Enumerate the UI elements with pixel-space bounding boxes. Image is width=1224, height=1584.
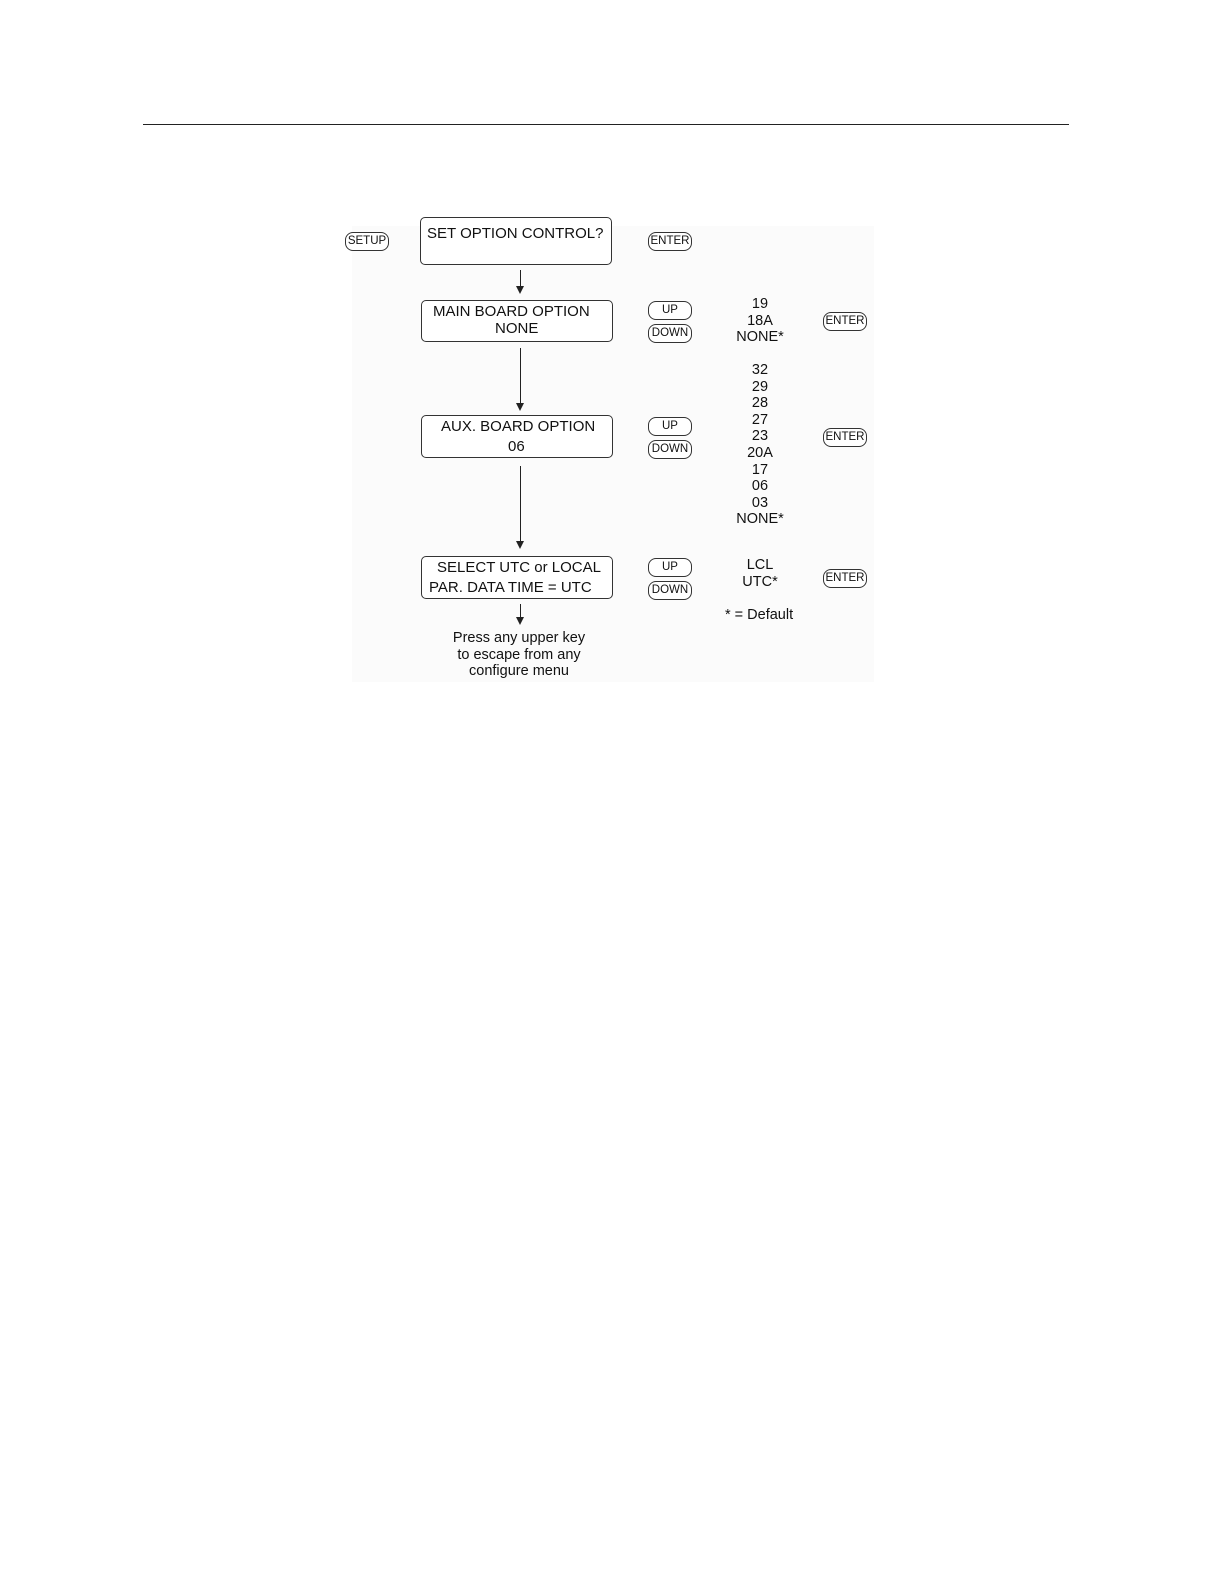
escape-line: to escape from any xyxy=(457,646,581,663)
option-value: 29 xyxy=(751,378,769,395)
option-value: 06 xyxy=(751,478,769,495)
lcd-line-2: NONE xyxy=(495,320,539,337)
option-value: 03 xyxy=(751,494,769,511)
lcd-aux-board-option xyxy=(421,415,613,458)
flow-arrow-head xyxy=(516,617,524,625)
up-key-step-4[interactable]: UP xyxy=(648,558,692,577)
flow-arrow-line xyxy=(520,466,521,541)
lcd-line-2: 06 xyxy=(508,438,525,455)
aux-board-option-list xyxy=(720,362,800,528)
default-legend: * = Default xyxy=(725,607,794,623)
escape-line: configure menu xyxy=(469,663,569,680)
lcd-set-option-control xyxy=(420,217,612,265)
up-key-step-3[interactable]: UP xyxy=(648,417,692,436)
lcd-line-1: AUX. BOARD OPTION xyxy=(441,418,596,435)
flow-arrow-head xyxy=(516,286,524,294)
option-value: 20A xyxy=(747,444,773,461)
lcd-line-1: MAIN BOARD OPTION xyxy=(433,303,590,320)
escape-line: Press any upper key xyxy=(452,630,586,646)
lcd-line-1: SELECT UTC or LOCAL xyxy=(437,559,601,576)
setup-key[interactable]: SETUP xyxy=(345,232,389,251)
flow-arrow-line xyxy=(520,270,521,286)
header-rule xyxy=(143,124,1069,125)
option-value: 18A xyxy=(747,312,773,329)
option-value: 27 xyxy=(751,411,769,428)
flow-arrow-line xyxy=(520,348,521,403)
lcd-main-board-option xyxy=(421,300,613,342)
option-value: 28 xyxy=(751,395,769,412)
option-value: 32 xyxy=(751,362,769,378)
option-value: NONE* xyxy=(736,329,784,346)
option-value: 23 xyxy=(751,428,769,445)
enter-key-step-2[interactable]: ENTER xyxy=(823,312,867,331)
enter-key-step-1[interactable]: ENTER xyxy=(648,232,692,251)
escape-instruction xyxy=(430,630,608,680)
option-value: 19 xyxy=(751,296,769,312)
flow-arrow-head xyxy=(516,541,524,549)
option-value: LCL xyxy=(746,557,774,573)
down-key-step-4[interactable]: DOWN xyxy=(648,581,692,600)
main-board-option-list xyxy=(720,296,800,346)
enter-key-step-3[interactable]: ENTER xyxy=(823,428,867,447)
up-key-step-2[interactable]: UP xyxy=(648,301,692,320)
option-value: 17 xyxy=(751,461,769,478)
lcd-line-2: PAR. DATA TIME = UTC xyxy=(429,579,592,596)
lcd-select-utc-local xyxy=(421,556,613,599)
enter-key-step-4[interactable]: ENTER xyxy=(823,569,867,588)
option-value: NONE* xyxy=(736,511,784,528)
option-value: UTC* xyxy=(742,573,778,590)
down-key-step-3[interactable]: DOWN xyxy=(648,440,692,459)
flow-arrow-head xyxy=(516,403,524,411)
flow-arrow-line xyxy=(520,604,521,618)
time-mode-option-list xyxy=(720,557,800,590)
down-key-step-2[interactable]: DOWN xyxy=(648,324,692,343)
lcd-line-1: SET OPTION CONTROL? xyxy=(427,225,604,242)
